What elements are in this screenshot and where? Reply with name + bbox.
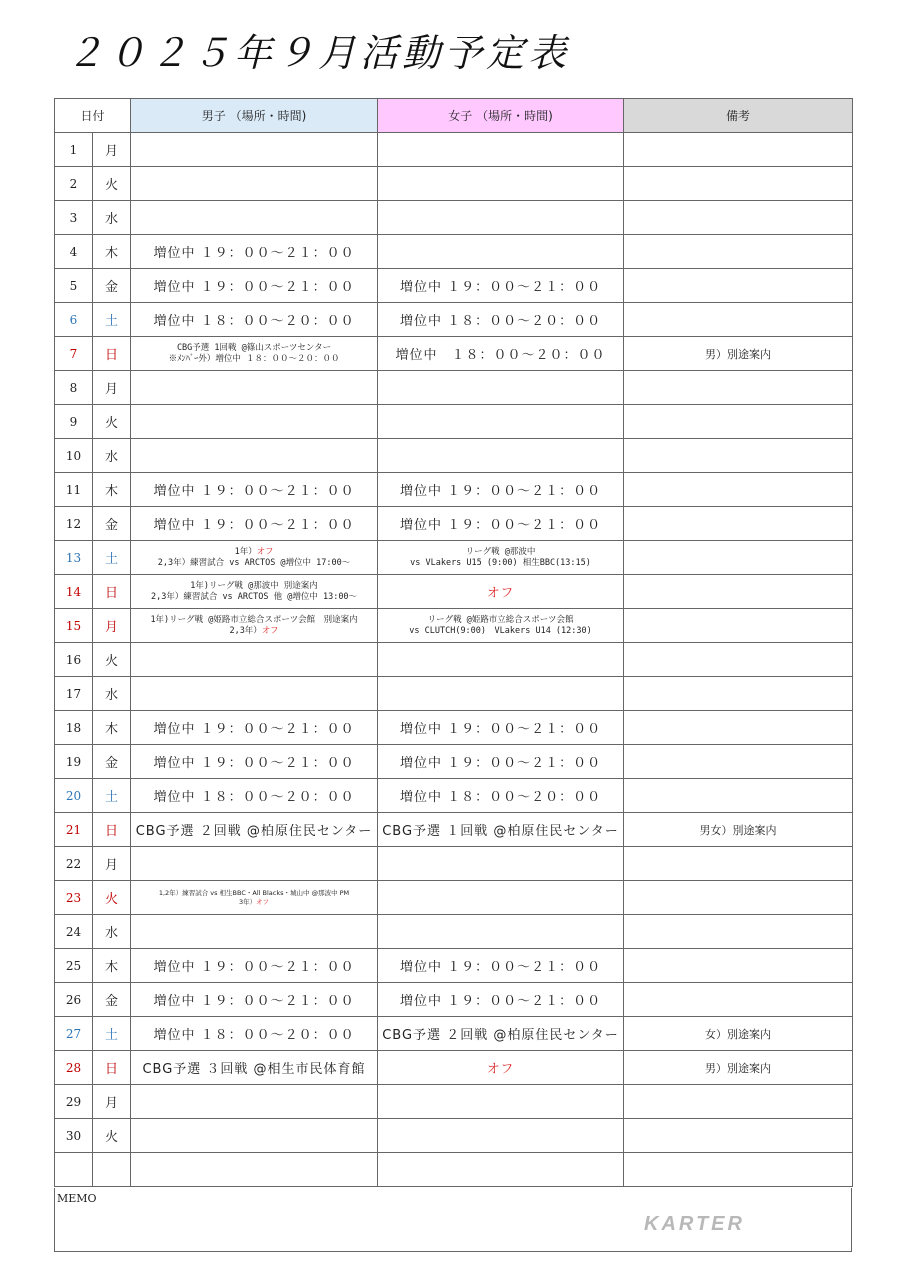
date-cell: 29 [55, 1085, 93, 1119]
boys-schedule-line: 2,3年）練習試合 vs ARCTOS 他 @増位中 13:00～ [150, 591, 358, 602]
girls-schedule-cell [378, 643, 624, 677]
boys-schedule-line: CBG予選 ３回戦 @相生市民体育館 [142, 1062, 366, 1077]
date-cell: 14 [55, 575, 93, 609]
table-row [55, 983, 853, 1017]
date-cell: 18 [55, 711, 93, 745]
weekday-cell: 月 [93, 1085, 131, 1119]
date-cell: 9 [55, 405, 93, 439]
boys-schedule-cell [131, 201, 378, 235]
weekday-cell: 月 [93, 133, 131, 167]
date-cell: 2 [55, 167, 93, 201]
table-row [55, 337, 853, 371]
table-row [55, 1153, 853, 1187]
girls-schedule-cell [378, 473, 624, 507]
girls-schedule-line [378, 582, 623, 601]
girls-schedule-cell [378, 405, 624, 439]
table-row [55, 541, 853, 575]
date-cell: 11 [55, 473, 93, 507]
boys-schedule-line: 増位中 １９：００～２１：００ [153, 518, 355, 533]
header-date: 日付 [55, 99, 131, 133]
date-cell: 21 [55, 813, 93, 847]
girls-schedule-cell [378, 1051, 624, 1085]
girls-schedule-cell [378, 1085, 624, 1119]
note-cell [624, 881, 853, 915]
boys-schedule-cell [131, 167, 378, 201]
date-cell: 26 [55, 983, 93, 1017]
girls-schedule-cell [378, 167, 624, 201]
table-row [55, 405, 853, 439]
weekday-cell: 火 [93, 643, 131, 677]
note-cell [624, 507, 853, 541]
note-cell [624, 677, 853, 711]
girls-schedule-cell [378, 1017, 624, 1051]
weekday-cell: 月 [93, 609, 131, 643]
note-cell [624, 779, 853, 813]
boys-schedule-line: 増位中 １９：００～２１：００ [153, 994, 355, 1009]
girls-schedule-line: vs VLakers U15 (9:00) 相生BBC(13:15) [410, 557, 591, 568]
weekday-cell: 火 [93, 1119, 131, 1153]
karter-logo [640, 1212, 810, 1234]
date-cell: 23 [55, 881, 93, 915]
girls-schedule-line [378, 1058, 623, 1077]
girls-schedule-line: vs CLUTCH(9:00) VLakers U14 (12:30) [409, 625, 592, 636]
girls-schedule-cell [378, 507, 624, 541]
boys-schedule-line: 増位中 １９：００～２１：００ [153, 484, 355, 499]
boys-schedule-line: 1年)リーグ戦 @姫路市立総合スポーツ会館 別途案内 [150, 614, 358, 625]
girls-schedule-line: 増位中 １９：００～２１：００ [399, 756, 602, 771]
boys-schedule-cell [131, 541, 378, 575]
note-cell: 男女）別途案内 [624, 813, 853, 847]
date-cell: 12 [55, 507, 93, 541]
weekday-cell: 金 [93, 983, 131, 1017]
girls-schedule-cell [378, 711, 624, 745]
girls-schedule-line: 増位中 １８：００～２０：００ [399, 790, 602, 805]
weekday-cell: 木 [93, 235, 131, 269]
boys-schedule-cell [131, 575, 378, 609]
note-cell: 女）別途案内 [624, 1017, 853, 1051]
note-cell [624, 847, 853, 881]
girls-schedule-cell [378, 371, 624, 405]
boys-schedule-cell [131, 677, 378, 711]
girls-schedule-line: CBG予選 １回戦 @柏原住民センター [382, 824, 619, 839]
date-cell: 24 [55, 915, 93, 949]
date-cell: 1 [55, 133, 93, 167]
table-row [55, 235, 853, 269]
weekday-cell: 金 [93, 507, 131, 541]
boys-schedule-cell [131, 473, 378, 507]
date-cell: 10 [55, 439, 93, 473]
boys-schedule-cell [131, 303, 378, 337]
table-row [55, 1017, 853, 1051]
note-cell [624, 235, 853, 269]
table-row [55, 1119, 853, 1153]
table-row [55, 881, 853, 915]
table-row [55, 201, 853, 235]
table-row [55, 1085, 853, 1119]
note-cell: 男）別途案内 [624, 1051, 853, 1085]
boys-schedule-cell [131, 1119, 378, 1153]
boys-schedule-cell [131, 405, 378, 439]
boys-schedule-line: 増位中 １９：００～２１：００ [153, 756, 355, 771]
note-cell [624, 473, 853, 507]
date-cell: 16 [55, 643, 93, 677]
date-cell: 4 [55, 235, 93, 269]
table-row [55, 133, 853, 167]
header-notes: 備考 [624, 99, 853, 133]
header-boys: 男子 （場所・時間) [131, 99, 378, 133]
boys-schedule-cell [131, 439, 378, 473]
schedule-table [54, 98, 853, 1187]
girls-schedule-cell [378, 1153, 624, 1187]
boys-schedule-cell [131, 1017, 378, 1051]
note-cell [624, 269, 853, 303]
date-cell: 15 [55, 609, 93, 643]
boys-schedule-cell [131, 779, 378, 813]
note-cell [624, 167, 853, 201]
boys-schedule-line: 2,3年）オフ [229, 625, 279, 636]
table-row [55, 609, 853, 643]
date-cell: 19 [55, 745, 93, 779]
boys-schedule-line: CBG予選 ２回戦 @柏原住民センター [135, 824, 373, 839]
table-row [55, 779, 853, 813]
weekday-cell: 火 [93, 405, 131, 439]
boys-schedule-line: ※ﾒﾝﾊﾞｰ外）増位中 １８：００～２０：００ [168, 353, 340, 364]
note-cell [624, 303, 853, 337]
boys-schedule-cell [131, 1051, 378, 1085]
weekday-cell: 金 [93, 269, 131, 303]
weekday-cell: 日 [93, 575, 131, 609]
weekday-cell: 金 [93, 745, 131, 779]
girls-schedule-cell [378, 235, 624, 269]
boys-schedule-cell [131, 711, 378, 745]
table-row [55, 677, 853, 711]
girls-schedule-cell [378, 201, 624, 235]
weekday-cell: 土 [93, 541, 131, 575]
boys-schedule-cell [131, 1085, 378, 1119]
note-cell: 男）別途案内 [624, 337, 853, 371]
girls-schedule-line: 増位中 １９：００～２１：００ [399, 484, 602, 499]
note-cell [624, 711, 853, 745]
girls-schedule-cell [378, 949, 624, 983]
girls-schedule-cell [378, 847, 624, 881]
weekday-cell: 土 [93, 779, 131, 813]
off-label: オフ [486, 1062, 515, 1077]
date-cell: 7 [55, 337, 93, 371]
date-cell: 28 [55, 1051, 93, 1085]
girls-schedule-cell [378, 677, 624, 711]
boys-schedule-cell [131, 371, 378, 405]
note-cell [624, 133, 853, 167]
boys-schedule-cell [131, 337, 378, 371]
date-cell: 30 [55, 1119, 93, 1153]
girls-schedule-cell [378, 813, 624, 847]
weekday-cell: 日 [93, 1051, 131, 1085]
boys-schedule-cell [131, 813, 378, 847]
header-girls: 女子 （場所・時間) [378, 99, 624, 133]
table-row [55, 711, 853, 745]
schedule-body [55, 133, 853, 1187]
girls-schedule-cell [378, 745, 624, 779]
note-cell [624, 439, 853, 473]
girls-schedule-line: CBG予選 ２回戦 @柏原住民センター [382, 1028, 619, 1043]
date-cell: 5 [55, 269, 93, 303]
table-row [55, 439, 853, 473]
weekday-cell: 月 [93, 847, 131, 881]
girls-schedule-line: 増位中 １８：００～２０：００ [399, 314, 602, 329]
girls-schedule-cell [378, 337, 624, 371]
table-row [55, 643, 853, 677]
table-row [55, 1051, 853, 1085]
weekday-cell: 水 [93, 915, 131, 949]
girls-schedule-line: リーグ戦 @姫路市立総合スポーツ会館 [427, 614, 574, 625]
girls-schedule-cell [378, 269, 624, 303]
girls-schedule-cell [378, 133, 624, 167]
girls-schedule-cell [378, 541, 624, 575]
weekday-cell: 水 [93, 677, 131, 711]
boys-schedule-cell [131, 881, 378, 915]
table-row [55, 745, 853, 779]
girls-schedule-cell [378, 915, 624, 949]
weekday-cell: 水 [93, 201, 131, 235]
note-cell [624, 745, 853, 779]
girls-schedule-line: 増位中 １９：００～２１：００ [399, 994, 602, 1009]
date-cell: 20 [55, 779, 93, 813]
table-row [55, 167, 853, 201]
boys-schedule-line: 2,3年）練習試合 vs ARCTOS @増位中 17:00～ [157, 557, 351, 568]
date-cell: 27 [55, 1017, 93, 1051]
girls-schedule-cell [378, 575, 624, 609]
note-cell [624, 541, 853, 575]
table-row [55, 575, 853, 609]
weekday-cell: 水 [93, 439, 131, 473]
boys-schedule-line: 1年)リーグ戦 @那波中 別途案内 [190, 580, 318, 591]
note-cell [624, 983, 853, 1017]
girls-schedule-line: 増位中 １９：００～２１：００ [399, 960, 602, 975]
boys-schedule-line: 増位中 １８：００～２０：００ [153, 314, 355, 329]
boys-schedule-cell [131, 269, 378, 303]
logo-text: KARTER [644, 1213, 745, 1234]
table-row [55, 303, 853, 337]
note-cell [624, 643, 853, 677]
boys-schedule-cell [131, 133, 378, 167]
date-cell: 13 [55, 541, 93, 575]
girls-schedule-cell [378, 609, 624, 643]
date-cell: 22 [55, 847, 93, 881]
boys-schedule-line: 3年）オフ [239, 897, 269, 906]
weekday-cell: 木 [93, 473, 131, 507]
weekday-cell: 火 [93, 881, 131, 915]
boys-schedule-line: 増位中 １８：００～２０：００ [153, 1028, 355, 1043]
boys-schedule-line: 1,2年）練習試合 vs 相生BBC・All Blacks・城山中 @那波中 PM [158, 888, 350, 897]
boys-schedule-line: CBG予選 1回戦 @篠山スポーツセンター [176, 342, 332, 353]
date-cell: 3 [55, 201, 93, 235]
girls-schedule-line: リーグ戦 @那波中 [465, 546, 536, 557]
girls-schedule-cell [378, 881, 624, 915]
date-cell [55, 1153, 93, 1187]
girls-schedule-line: 増位中 １８：００～２０：００ [395, 348, 606, 363]
boys-schedule-line: 増位中 １９：００～２１：００ [153, 246, 355, 261]
note-cell [624, 1085, 853, 1119]
boys-schedule-cell [131, 609, 378, 643]
boys-schedule-line: 増位中 １９：００～２１：００ [153, 722, 355, 737]
girls-schedule-line: 増位中 １９：００～２１：００ [399, 518, 602, 533]
table-row [55, 371, 853, 405]
note-cell [624, 609, 853, 643]
boys-schedule-cell [131, 983, 378, 1017]
table-row [55, 507, 853, 541]
boys-schedule-line: 増位中 １９：００～２１：００ [153, 960, 355, 975]
boys-schedule-cell [131, 847, 378, 881]
weekday-cell: 土 [93, 303, 131, 337]
girls-schedule-cell [378, 983, 624, 1017]
note-cell [624, 1153, 853, 1187]
weekday-cell: 日 [93, 337, 131, 371]
boys-schedule-line: 増位中 １８：００～２０：００ [153, 790, 355, 805]
table-row [55, 847, 853, 881]
girls-schedule-cell [378, 439, 624, 473]
boys-schedule-cell [131, 507, 378, 541]
boys-schedule-cell [131, 643, 378, 677]
weekday-cell: 木 [93, 949, 131, 983]
date-cell: 17 [55, 677, 93, 711]
boys-schedule-cell [131, 235, 378, 269]
note-cell [624, 575, 853, 609]
girls-schedule-line: 増位中 １９：００～２１：００ [399, 280, 602, 295]
note-cell [624, 915, 853, 949]
note-cell [624, 371, 853, 405]
header-row [55, 99, 853, 133]
table-row [55, 949, 853, 983]
date-cell: 25 [55, 949, 93, 983]
note-cell [624, 1119, 853, 1153]
weekday-cell: 月 [93, 371, 131, 405]
weekday-cell: 土 [93, 1017, 131, 1051]
boys-schedule-cell [131, 1153, 378, 1187]
boys-schedule-line: 1年）オフ [234, 546, 274, 557]
page-title: ２０２５年９月活動予定表 [66, 31, 571, 75]
boys-schedule-cell [131, 915, 378, 949]
date-cell: 6 [55, 303, 93, 337]
note-cell [624, 201, 853, 235]
boys-schedule-line: 増位中 １９：００～２１：００ [153, 280, 355, 295]
weekday-cell: 日 [93, 813, 131, 847]
weekday-cell: 木 [93, 711, 131, 745]
table-row [55, 473, 853, 507]
boys-schedule-cell [131, 949, 378, 983]
girls-schedule-cell [378, 303, 624, 337]
off-label: オフ [486, 586, 515, 601]
girls-schedule-line: 増位中 １９：００～２１：００ [399, 722, 602, 737]
weekday-cell: 火 [93, 167, 131, 201]
boys-schedule-cell [131, 745, 378, 779]
note-cell [624, 949, 853, 983]
weekday-cell [93, 1153, 131, 1187]
girls-schedule-cell [378, 1119, 624, 1153]
off-label: オフ [256, 546, 274, 557]
note-cell [624, 405, 853, 439]
memo-label: MEMO [57, 1192, 97, 1205]
table-row [55, 269, 853, 303]
table-row [55, 915, 853, 949]
table-row [55, 813, 853, 847]
off-label: オフ [261, 625, 279, 636]
off-label: オフ [256, 897, 269, 906]
date-cell: 8 [55, 371, 93, 405]
girls-schedule-cell [378, 779, 624, 813]
